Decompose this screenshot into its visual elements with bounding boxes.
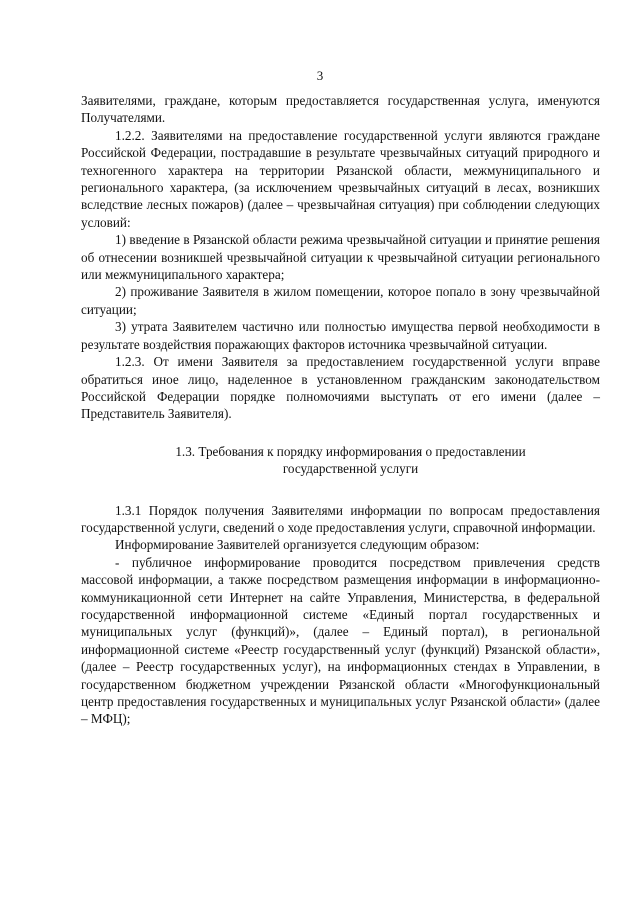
paragraph-1-2-3: 1.2.3. От имени Заявителя за предоставлением государственной услуги вправе обратиться иное лицо, наделенное в установленном гражданским законодательством Российской Федерации порядке полномочиями выступать от его имени (далее – Представитель Заявителя). bbox=[81, 354, 600, 422]
condition-3: 3) утрата Заявителем частично или полностью имущества первой необходимости в результате воздействия поражающих факторов источника чрезвычайной ситуации. bbox=[81, 319, 600, 352]
paragraph-1-2-2: 1.2.2. Заявителями на предоставление государственной услуги являются граждане Российской Федерации, пострадавшие в результате чрезвычайных ситуаций природного и техногенного характера на территории Рязанской области, межмуниципального и регионального характера, (за исключением чрезвычайных ситуаций в лесах, возникших вследствие лесных пожаров) (далее – чрезвычайная ситуация) при соблюдении следующих условий: bbox=[81, 127, 600, 230]
paragraph-public-informing: - публичное информирование проводится посредством привлечения средств массовой информации, а также посредством размещения информации в информационно-коммуникационной сети Интернет на сайте Управления, Министерства, в федеральной государственной информационной системе «Единый портал государственных и муниципальных услуг (функций)», (далее – Единый портал), в региональной информационной системе «Реестр государственный услуг (функций) Рязанской области», (далее – Реестр государственных услуг), на информационных стендах в Управлении, в государственном бюджетном учреждении Рязанской области «Многофункциональный центр предоставления государственных и муниципальных услуг Рязанской области» (далее – МФЦ); bbox=[81, 554, 600, 727]
section-title-line-2: государственной услуги bbox=[282, 461, 419, 477]
paragraph-informing-intro: Информирование Заявителей организуется следующим образом: bbox=[115, 537, 480, 553]
page-number: 3 bbox=[316, 68, 324, 83]
paragraph-recipients: Заявителями, граждане, которым предоставляется государственная услуга, именуются Получателями. bbox=[81, 93, 600, 126]
section-title-1-3 bbox=[81, 443, 600, 478]
document-body bbox=[81, 92, 600, 728]
condition-1: 1) введение в Рязанской области режима чрезвычайной ситуации и принятие решения об отнесении возникшей чрезвычайной ситуации к чрезвычайной ситуации регионального или межмуниципального характера; bbox=[81, 232, 600, 283]
condition-2: 2) проживание Заявителя в жилом помещении, которое попало в зону чрезвычайной ситуации; bbox=[81, 284, 600, 317]
paragraph-1-3-1: 1.3.1 Порядок получения Заявителями информации по вопросам предоставления государственной услуги, сведений о ходе предоставления услуги, справочной информации. bbox=[81, 502, 600, 535]
section-title-line-1: 1.3. Требования к порядку информирования о предоставлении bbox=[175, 443, 526, 459]
